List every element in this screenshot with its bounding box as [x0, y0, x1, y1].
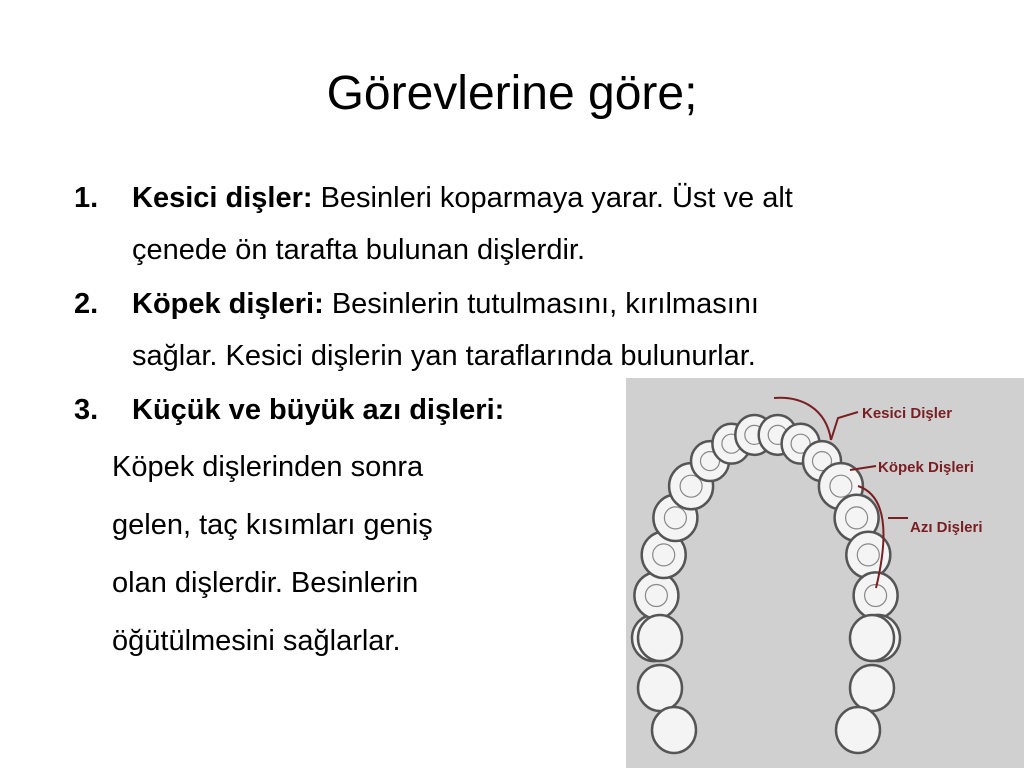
tooth-shape — [854, 572, 898, 618]
tooth-shape — [836, 707, 880, 753]
description-line: öğütülmesini sağlarlar. — [112, 625, 401, 657]
incisors-label: Kesici Dişler — [862, 405, 953, 422]
list-text: sağlar. Kesici dişlerin yan taraflarında bulunurlar. — [132, 340, 756, 372]
slide-title: Görevlerine göre; — [326, 67, 698, 120]
list-item-incisors — [74, 172, 954, 276]
tooth-shape — [634, 572, 678, 618]
description-line: olan dişlerdir. Besinlerin — [112, 567, 419, 599]
list-term: Küçük ve büyük azı dişleri: — [132, 394, 505, 426]
list-term: Köpek dişleri: — [132, 288, 324, 320]
tooth-shape — [850, 665, 894, 711]
canines-label: Köpek Dişleri — [878, 459, 974, 476]
list-text: çenede ön tarafta bulunan dişlerdir. — [132, 234, 586, 266]
tooth-shape — [638, 665, 682, 711]
list-number: 3. — [74, 394, 99, 426]
tooth-shape — [652, 707, 696, 753]
list-number: 2. — [74, 288, 99, 320]
teeth-group — [632, 415, 900, 753]
list-text: Besinleri koparmaya yarar. Üst ve alt — [312, 182, 793, 214]
tooth-shape — [638, 615, 682, 661]
list-term: Kesici dişler: — [132, 182, 313, 214]
dental-arch-illustration — [626, 378, 1024, 768]
description-line: gelen, taç kısımları geniş — [112, 509, 433, 541]
teeth-diagram — [626, 378, 1024, 768]
description-line: Köpek dişlerinden sonra — [112, 451, 424, 483]
list-number: 1. — [74, 182, 99, 214]
molars-label: Azı Dişleri — [910, 519, 983, 536]
tooth-shape — [850, 615, 894, 661]
list-text: Besinlerin tutulmasını, kırılmasını — [323, 288, 759, 320]
list-item-canines — [74, 278, 954, 382]
incisor-pointer-line — [831, 412, 858, 440]
